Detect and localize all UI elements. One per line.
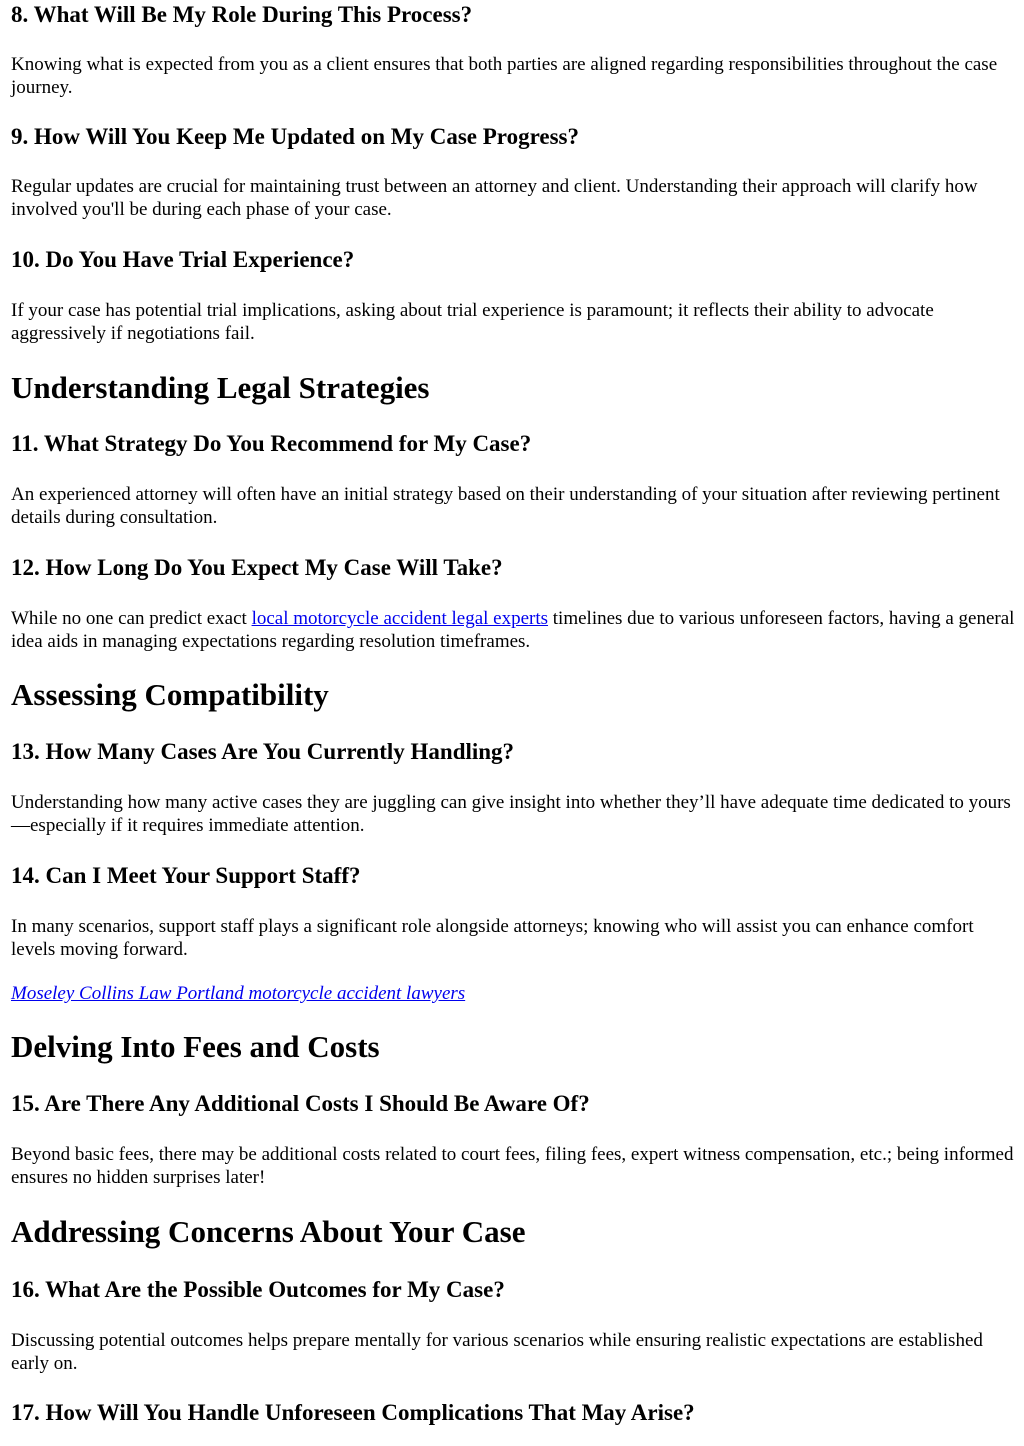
q11-heading: 11. What Strategy Do You Recommend for My Case? [11,431,532,456]
q14-heading: 14. Can I Meet Your Support Staff? [11,863,361,888]
q12-heading: 12. How Long Do You Expect My Case Will Take? [11,555,503,580]
q8-heading: 8. What Will Be My Role During This Process? [11,2,473,27]
q12-body-before: While no one can predict exact [11,608,252,629]
moseley-collins-link[interactable]: Moseley Collins Law Portland motorcycle accident lawyers [11,983,466,1004]
q9-heading: 9. How Will You Keep Me Updated on My Case Progress? [11,124,579,149]
q13-body: Understanding how many active cases they are juggling can give insight into whether they’ll have adequate time dedicated to yours—especially if it requires immediate attention. [11,792,1011,836]
q15-heading: 15. Are There Any Additional Costs I Should Be Aware Of? [11,1091,590,1116]
q16-heading: 16. What Are the Possible Outcomes for My Case? [11,1277,505,1302]
moseley-collins-link-paragraph [11,982,1016,1005]
section-heading-concerns: Addressing Concerns About Your Case [11,1214,526,1249]
q12-body [11,607,1016,653]
section-heading-fees: Delving Into Fees and Costs [11,1029,380,1064]
q17-heading: 17. How Will You Handle Unforeseen Complications That May Arise? [11,1400,695,1425]
q10-body: If your case has potential trial implications, asking about trial experience is paramount; it reflects their ability to advocate aggressively if negotiations fail. [11,300,934,344]
q10-heading: 10. Do You Have Trial Experience? [11,247,355,272]
q13-heading: 13. How Many Cases Are You Currently Handling? [11,739,515,764]
q15-body: Beyond basic fees, there may be additional costs related to court fees, filing fees, expert witness compensation, etc.; being informed ensures no hidden surprises later! [11,1144,1014,1188]
q9-body: Regular updates are crucial for maintaining trust between an attorney and client. Understanding their approach will clarify how involved you'll be during each phase of your case. [11,176,978,220]
q11-body: An experienced attorney will often have an initial strategy based on their understanding of your situation after reviewing pertinent details during consultation. [11,484,1000,528]
q16-body: Discussing potential outcomes helps prepare mentally for various scenarios while ensuring realistic expectations are established early on. [11,1330,983,1374]
q14-body: In many scenarios, support staff plays a significant role alongside attorneys; knowing who will assist you can enhance comfort levels moving forward. [11,916,974,960]
q8-body: Knowing what is expected from you as a client ensures that both parties are aligned regarding responsibilities throughout the case journey. [11,54,998,98]
section-heading-compatibility: Assessing Compatibility [11,677,329,712]
q12-body-after: timelines due to various unforeseen factors, having a general idea aids in managing expectations regarding resolution timeframes. [11,608,1015,652]
local-motorcycle-legal-experts-link[interactable]: local motorcycle accident legal experts [251,608,549,629]
section-heading-strategies: Understanding Legal Strategies [11,370,430,405]
